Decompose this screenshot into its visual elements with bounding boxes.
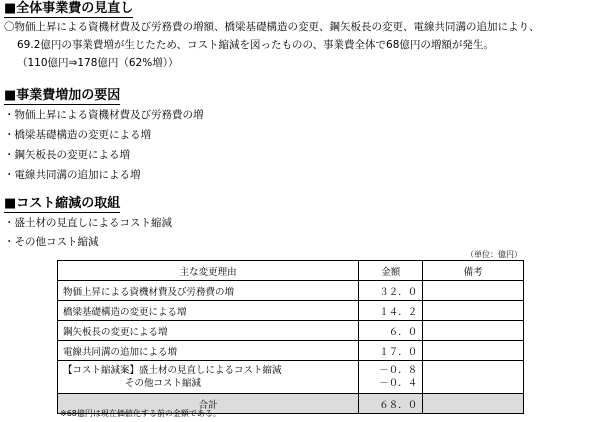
reduction-amount-2: －０．４ xyxy=(379,378,418,389)
row-remarks xyxy=(423,281,524,301)
row-remarks xyxy=(423,341,524,361)
table-row xyxy=(58,341,524,361)
table-unit-label: （単位：億円） xyxy=(466,250,522,259)
reduction-reason-2: その他コスト縮減 xyxy=(125,378,202,389)
factor-item: ・物価上昇による資機材費及び労務費の増 xyxy=(4,109,204,121)
reduction-reason-1: 【コスト縮減案】盛土材の見直しによるコスト縮減 xyxy=(63,365,282,376)
reduction-reasons xyxy=(58,361,359,394)
overview-line-3: （110億円⇒178億円（62%増）） xyxy=(17,57,179,69)
cost-change-table xyxy=(57,260,524,414)
reduction-item: ・盛土材の見直しによるコスト縮減 xyxy=(4,217,172,229)
header-amount: 金額 xyxy=(359,261,423,281)
row-reason: 電線共同溝の追加による増 xyxy=(58,341,359,361)
total-amount: ６８．０ xyxy=(359,394,423,414)
row-amount: １７．０ xyxy=(359,341,423,361)
overview-line-1: 〇物価上昇による資機材費及び労務費の増額、橋梁基礎構造の変更、鋼矢板長の変更、電線共同溝の追加により、 xyxy=(4,21,540,33)
row-remarks xyxy=(423,321,524,341)
overview-heading: ■全体事業費の見直し xyxy=(4,1,134,16)
reduction-amount-1: －０．８ xyxy=(379,365,418,376)
reduction-heading: ■コスト縮減の取組 xyxy=(4,196,121,211)
total-label: 合計 xyxy=(58,394,359,414)
table-header-row xyxy=(58,261,524,281)
row-amount: ３２．０ xyxy=(359,281,423,301)
row-reason: 物価上昇による資機材費及び労務費の増 xyxy=(58,281,359,301)
header-reason: 主な変更理由 xyxy=(58,261,359,281)
reduction-item: ・その他コスト縮減 xyxy=(4,236,99,248)
table-row xyxy=(58,321,524,341)
table-row xyxy=(58,281,524,301)
row-reason: 鋼矢板長の変更による増 xyxy=(58,321,359,341)
factors-heading: ■事業費増加の要因 xyxy=(4,88,121,103)
overview-line-2: 69.2億円の事業費増が生じたため、コスト縮減を図ったものの、事業費全体で68億円の増額が発生。 xyxy=(17,39,494,51)
cost-reduction-row xyxy=(58,361,524,394)
row-remarks xyxy=(423,301,524,321)
reduction-remarks xyxy=(423,361,524,394)
row-amount: ６．０ xyxy=(359,321,423,341)
reduction-amounts xyxy=(359,361,423,394)
total-remarks xyxy=(423,394,524,414)
factor-item: ・橋梁基礎構造の変更による増 xyxy=(4,129,151,141)
header-remarks: 備考 xyxy=(423,261,524,281)
row-amount: １４．２ xyxy=(359,301,423,321)
table-row xyxy=(58,301,524,321)
factor-item: ・鋼矢板長の変更による増 xyxy=(4,149,130,161)
footnote: ※68億円は現在価値化する前の金額である。 xyxy=(60,409,221,418)
row-reason: 橋梁基礎構造の変更による増 xyxy=(58,301,359,321)
factor-item: ・電線共同溝の追加による増 xyxy=(4,169,141,181)
